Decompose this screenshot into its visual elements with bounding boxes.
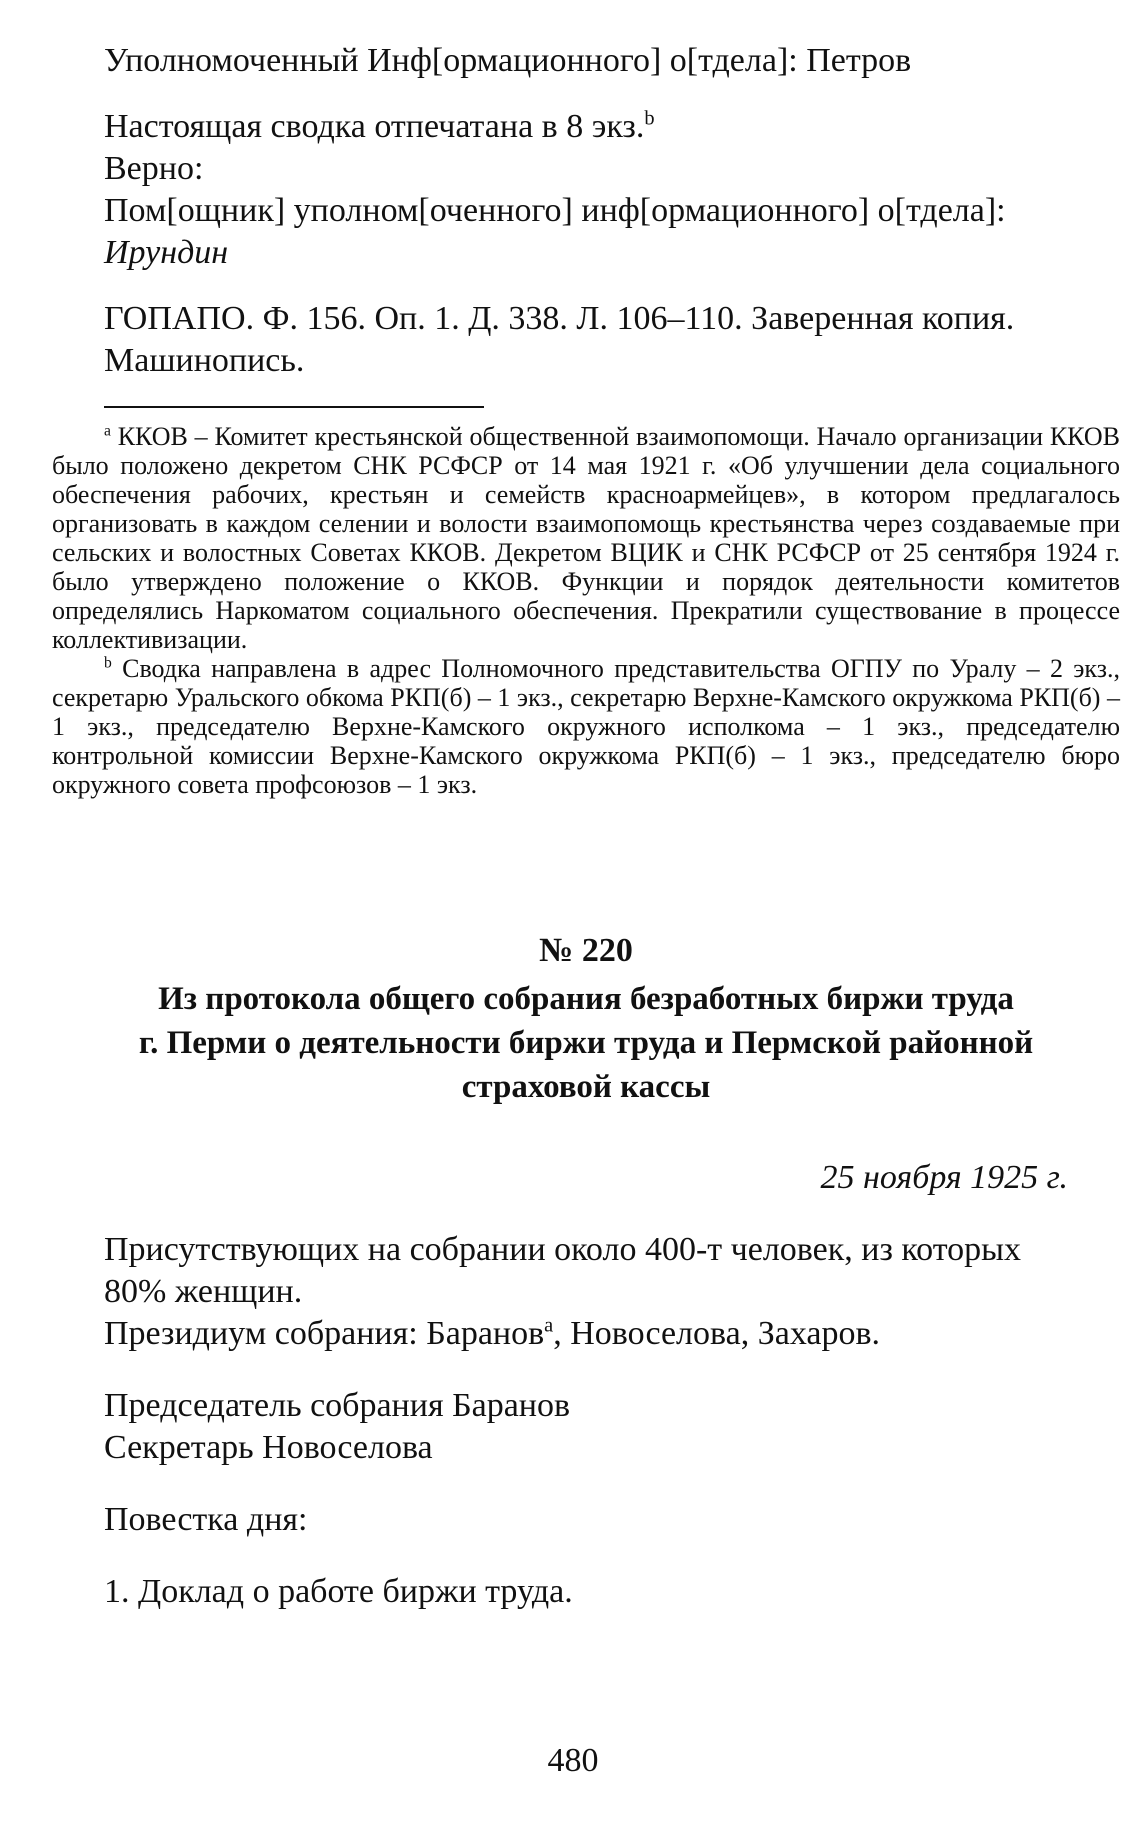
attendance-line: Присутствующих на собрании около 400-т человек, из которых — [104, 1231, 1021, 1268]
secretary-line: Секретарь Новоселова — [104, 1429, 433, 1466]
copies-text: Настоящая сводка отпечатана в 8 экз. — [104, 108, 645, 145]
footnote-b — [52, 654, 1120, 799]
document-date: 25 ноября 1925 г. — [820, 1159, 1068, 1196]
archive-reference: ГОПАПО. Ф. 156. Оп. 1. Д. 338. Л. 106–110. Заверенная копия. — [104, 300, 1015, 337]
footnote-mark-a: a — [104, 422, 111, 440]
footnote-ref-a: a — [544, 1314, 554, 1337]
document-title-line1: Из протокола общего собрания безработных биржи труда — [158, 981, 1014, 1017]
document-heading — [104, 929, 1068, 1109]
footnote-divider — [104, 406, 484, 408]
document-number: № 220 — [539, 932, 633, 969]
verified-label: Верно: — [104, 150, 204, 187]
assistant-name: Ирундин — [104, 234, 229, 271]
authority-line: Уполномоченный Инф[ормационного] о[тдела]: Петров — [104, 42, 912, 79]
page-number: 480 — [547, 1742, 599, 1779]
chairman-line: Председатель собрания Баранов — [104, 1387, 571, 1424]
agenda-item: 1. Доклад о работе биржи труда. — [104, 1573, 573, 1610]
presidium-suffix: , Новоселова, Захаров. — [553, 1315, 881, 1352]
footnote-a — [52, 422, 1120, 654]
presidium-line — [104, 1313, 1068, 1355]
agenda-label: Повестка дня: — [104, 1501, 308, 1538]
copies-line — [104, 106, 1068, 148]
presidium-prefix: Президиум собрания: Баранов — [104, 1315, 545, 1352]
assistant-line: Пом[ощник] уполном[оченного] инф[ормационного] о[тдела]: — [104, 192, 1006, 229]
footnote-ref-b: b — [644, 107, 655, 130]
footnote-mark-b: b — [104, 654, 112, 672]
archive-reference-cont: Машинопись. — [104, 342, 305, 379]
document-title-line2: г. Перми о деятельности биржи труда и Пермской районной — [138, 1025, 1034, 1061]
document-page — [52, 40, 1120, 1613]
footnote-b-text: Сводка направлена в адрес Полномочного представительства ОГПУ по Уралу – 2 экз., секретарю Уральского обкома РКП(б) – 1 экз., секретарю Верхне-Камского окружкома РКП(б) – 1 экз., председателю Верхне-Камского окружного исполкома – 1 экз., председателю контрольной комиссии Верхне-Камского окружкома РКП(б) – 1 экз., председателю бюро окружного совета профсоюзов – 1 экз. — [52, 654, 1120, 799]
footnote-a-text: ККОВ – Комитет крестьянской общественной взаимопомощи. Начало организации ККОВ было положено декретом СНК РСФСР от 14 мая 1921 г. «Об улучшении дела социального обеспечения рабочих, крестьян и семейств красноармейцев», в котором предлагалось организовать в каждом селении и волости взаимопомощь крестьянства через создаваемые при сельских и волостных Советах ККОВ. Декретом ВЦИК и СНК РСФСР от 25 сентября 1924 г. было утверждено положение о ККОВ. Функции и порядок деятельности комитетов определялись Наркоматом социального обеспечения. Прекратили существование в процессе коллективизации. — [52, 422, 1120, 654]
document-title-line3: страховой кассы — [461, 1069, 711, 1105]
attendance-line-cont: 80% женщин. — [104, 1273, 303, 1310]
